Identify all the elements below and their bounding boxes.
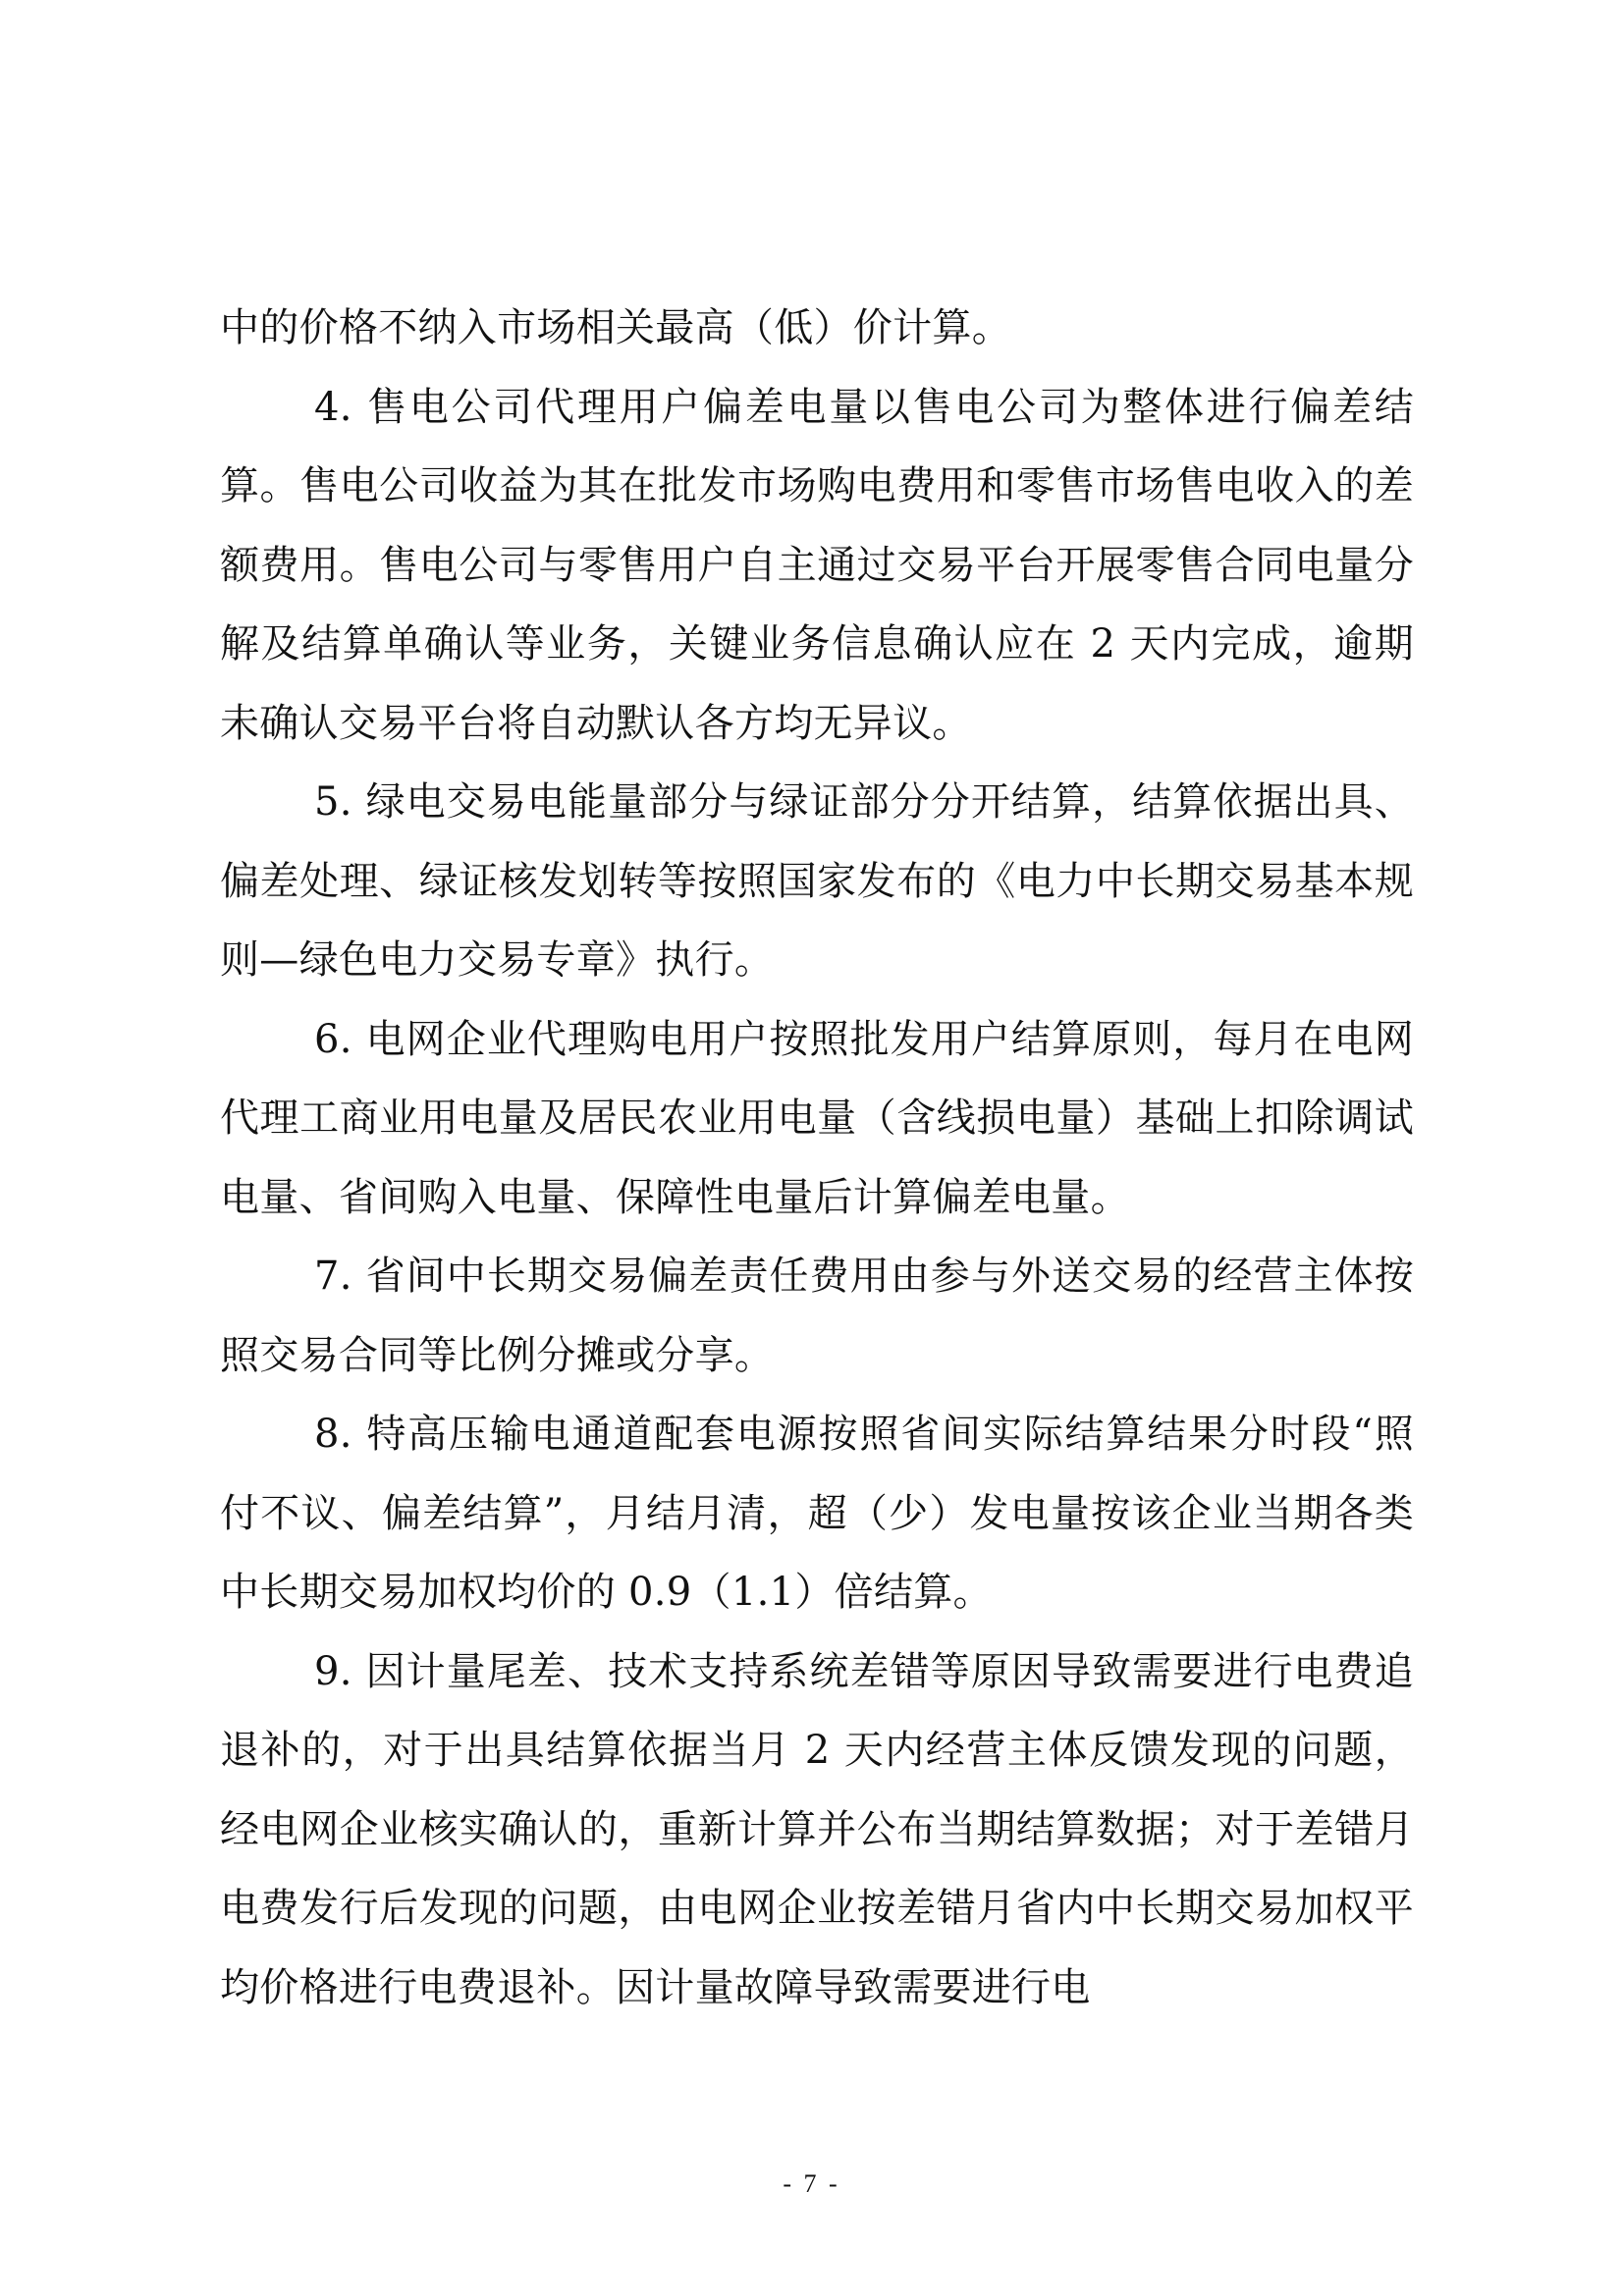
paragraph-item-5: 5. 绿电交易电能量部分与绿证部分分开结算，结算依据出具、偏差处理、绿证核发划转等按照国家发布的《电力中长期交易基本规则—绿色电力交易专章》执行。: [220, 779, 1414, 983]
paragraph-item-7: 7. 省间中长期交易偏差责任费用由参与外送交易的经营主体按照交易合同等比例分摊或分享。: [220, 1254, 1414, 1378]
paragraph-item-4: 4. 售电公司代理用户偏差电量以售电公司为整体进行偏差结算。售电公司收益为其在批发市场购电费用和零售市场售电收入的差额费用。售电公司与零售用户自主通过交易平台开展零售合同电量分解及结算单确认等业务，关键业务信息确认应在 2 天内完成，逾期未确认交易平台将自动默认各方均无异议。: [220, 384, 1414, 746]
paragraph-item-8: 8. 特高压输电通道配套电源按照省间实际结算结果分时段“照付不议、偏差结算”，月结月清，超（少）发电量按该企业当期各类中长期交易加权均价的 0.9（1.1）倍结算。: [220, 1412, 1414, 1615]
paragraph-item-6: 6. 电网企业代理购电用户按照批发用户结算原则，每月在电网代理工商业用电量及居民农业用电量（含线损电量）基础上扣除调试电量、省间购入电量、保障性电量后计算偏差电量。: [220, 1016, 1414, 1220]
paragraph-continuation: 中的价格不纳入市场相关最高（低）价计算。: [220, 305, 1011, 350]
page-number: - 7 -: [783, 2169, 840, 2198]
document-body: [220, 289, 1414, 2027]
paragraph-item-9: 9. 因计量尾差、技术支持系统差错等原因导致需要进行电费追退补的，对于出具结算依据当月 2 天内经营主体反馈发现的问题，经电网企业核实确认的，重新计算并公布当期结算数据；对于差错月电费发行后发现的问题，由电网企业按差错月省内中长期交易加权平均价格进行电费退补。因计量故障导致需要进行电: [220, 1648, 1414, 2010]
